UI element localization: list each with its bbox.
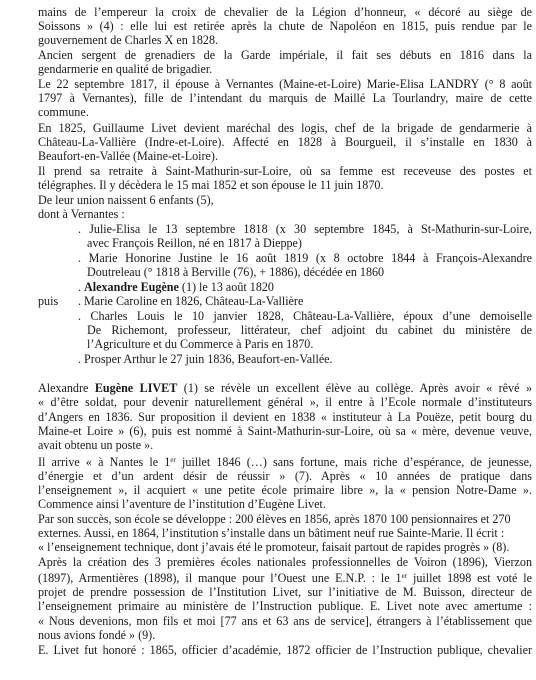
text-line-29: d’Angers en 1836. Sur proposition il devient en 1838 « instituteur à La Pouëze, petit bourg du (38, 410, 532, 424)
text-line-23: . Charles Louis le 10 janvier 1828, Château-La-Vallière, époux d’une demoiselle (78, 309, 532, 323)
text-line-20: . Alexandre Eugène (1) le 13 août 1820 (78, 280, 274, 294)
text-line-30: Maine-et Loire » (6), puis est nommé à Saint-Mathurin-sur-Loire, où sa « mère, devenue veuve, (38, 424, 532, 438)
text-line-40: (1897), Armentières (1898), il manque pour l’Ouest une E.N.P. : le 1er juillet 1898 est voté le (38, 571, 532, 585)
text-line-44: nous avions fondé » (9). (38, 628, 156, 642)
text-line-19: Doutreleau (° 1818 à Berville (76), + 1886), décédée en 1860 (87, 265, 385, 279)
text-line-18: . Marie Honorine Justine le 16 août 1819 (x 8 octobre 1844 à François-Alexandre (78, 251, 532, 265)
text-line-8: commune. (38, 105, 89, 119)
text-line-31: avait obtenu un poste ». (38, 438, 154, 452)
text-line-34: l’enseignement », il acquiert « une petite école primaire libre », la « pension Notre-Dame ». (38, 483, 532, 497)
text-line-2: Soissons » (4) : elle lui est retirée après la chute de Napoléon en 1815, puis rendue par le (38, 19, 532, 33)
text-line-32: Il arrive « à Nantes le 1er juillet 1846 (…) sans fortune, mais riche d’espérance, de jeunesse, (38, 455, 532, 469)
text-line-45: E. Livet fut honoré : 1865, officier d’académie, 1872 officier de l’Instruction publique, chevalier (38, 643, 532, 657)
text-line-11: Beaufort-en-Vallée (Maine-et-Loire). (38, 149, 218, 163)
text-line-25: l’Agriculture et du Commerce à Paris en 1870. (87, 337, 314, 351)
text-line-42: l’enseignement primaire au ministère de l’Instruction publique. E. Livet note avec amertume : (38, 599, 532, 613)
text-line-12: Il prend sa retraite à Saint-Mathurin-sur-Loire, où sa femme est receveuse des postes et (38, 164, 532, 178)
text-line-41: projet de prendre possession de l’Institution Livet, sur l’initiative de M. Buisson, directeur de (38, 585, 532, 599)
text-line-9: En 1825, Guillaume Livet devient maréchal des logis, chef de la brigade de gendarmerie à (38, 121, 532, 135)
text-line-33: d’énergie et d’un ardent désir de réussir » (7). Après « 10 années de pratique dans (38, 469, 532, 483)
text-line-26: . Prosper Arthur le 27 juin 1836, Beaufort-en-Vallée. (78, 352, 333, 366)
text-line-27: Alexandre Eugène LIVET (1) se révèle un excellent élève au collège. Après avoir « rêvé » (38, 381, 532, 395)
text-line-13: télégraphes. Il y décèdera le 15 mai 1852 et son épouse le 11 juin 1870. (38, 178, 384, 192)
text-line-10: Château-La-Vallière (Indre-et-Loire). Affecté en 1828 à Bourgueil, il s’installe en 1830 à (38, 135, 532, 149)
text-line-39: Après la création des 3 premières écoles nationales professionnelles de Voiron (1896), Vierzon (38, 555, 532, 569)
text-line-17: avec François Reillon, né en 1817 à Dieppe) (87, 236, 302, 250)
text-line-35: Commence ainsi l’aventure de l’institution d’Eugène Livet. (38, 497, 326, 511)
text-line-16: . Julie-Elisa le 13 septembre 1818 (x 30 septembre 1845, à St-Mathurin-sur-Loire, (78, 222, 532, 236)
text-line-36: Par son succès, son école se développe : 200 élèves en 1856, après 1870 100 pensionnaires et 270 (38, 512, 511, 526)
text-line-3: gouvernement de Charles X en 1828. (38, 33, 219, 47)
text-line-37: externes. Aussi, en 1864, l’institution s’installe dans un bâtiment neuf rue Sainte-Marie. Il écrit : (38, 526, 505, 540)
text-line-6: Le 22 septembre 1817, il épouse à Vernantes (Maine-et-Loire) Marie-Elisa LANDRY (° 8 août (38, 77, 532, 91)
text-line-1: mains de l’empereur la croix de chevalier de la Légion d’honneur, « décoré au siège de (38, 5, 532, 19)
text-line-21: puis (38, 294, 59, 308)
text-line-15: dont à Vernantes : (38, 207, 125, 221)
text-line-14: De leur union naissent 6 enfants (5), (38, 193, 214, 207)
text-line-4: Ancien sergent de grenadiers de la Garde impériale, il fait ses débuts en 1816 dans la (38, 48, 532, 62)
text-line-43: « Nous devenions, mon fils et moi [77 ans et 63 ans de service], étrangers à l’établissement que (38, 614, 532, 628)
text-line-38: « l’enseignement technique, dont j’avais été le promoteur, faisait partout de rapides progrès » (8). (38, 540, 510, 554)
text-line-7: 1797 à Vernantes), fille de l’intendant du marquis de Maillé La Tourlandry, maire de cette (38, 91, 532, 105)
text-line-24: De Richemont, professeur, littérateur, chef adjoint du cabinet du ministère de (87, 323, 532, 337)
text-line-5: gendarmerie en qualité de brigadier. (38, 62, 213, 76)
text-line-28: « d’être soldat, pour devenir naturellement général », il entre à l’Ecole normale d’instituteurs (38, 395, 532, 409)
text-line-22: . Marie Caroline en 1826, Château-La-Vallière (78, 294, 304, 308)
